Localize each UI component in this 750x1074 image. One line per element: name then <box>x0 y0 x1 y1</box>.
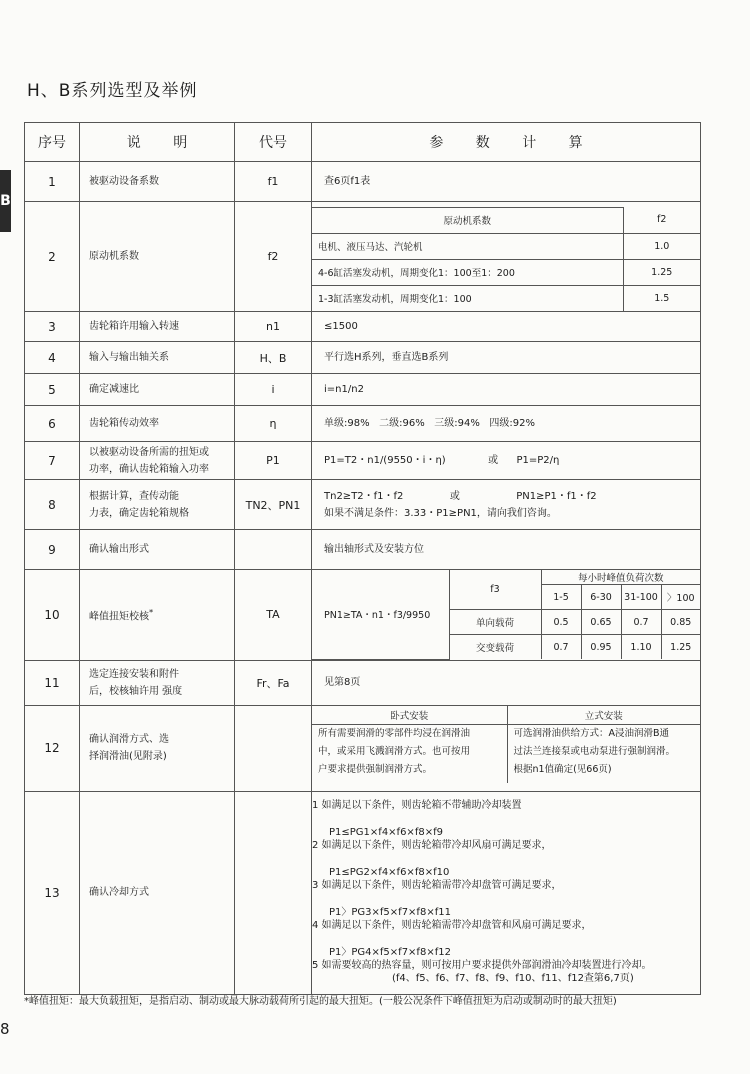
row-desc: 确认输出形式 <box>80 530 235 570</box>
row-desc: 确定减速比 <box>80 374 235 406</box>
row-desc: 峰值扭矩校核* <box>80 570 235 661</box>
cooling-line: 1 如满足以下条件，则齿轮箱不带辅助冷却装置 <box>312 800 522 812</box>
vertical-text: 可选润滑油供给方式：A浸油润滑B通 过法兰连接泵或电动泵进行强制润滑。 根据n1值确定(见66页) <box>507 724 700 783</box>
load-name: 交变载荷 <box>449 635 541 660</box>
cooling-list <box>312 791 701 994</box>
header-no: 序号 <box>25 123 80 162</box>
cooling-formula: P1〉PG4×f5×f7×f8×f12 <box>329 946 451 958</box>
cooling-formula: P1≤PG1×f4×f6×f8×f9 <box>329 827 443 839</box>
row-desc: 齿轮箱许用输入转速 <box>80 312 235 342</box>
row-no: 5 <box>25 374 80 406</box>
row-desc: 齿轮箱传动效率 <box>80 406 235 442</box>
row-calc <box>312 480 701 530</box>
row-calc: ≤1500 <box>312 312 701 342</box>
table-row <box>25 374 701 406</box>
row-code: f2 <box>235 202 312 312</box>
f2-head: f2 <box>623 207 700 233</box>
formula-b: PN1≥P1・f1・f2 <box>516 490 597 502</box>
row-no: 13 <box>25 791 80 994</box>
range-cell: 〉100 <box>661 585 700 610</box>
cooling-line: 3 如满足以下条件，则齿轮箱需带冷却盘管可满足要求， <box>312 880 562 892</box>
f3-value: 1.10 <box>621 635 661 660</box>
row-no: 7 <box>25 442 80 480</box>
f2-value: 1.0 <box>623 233 700 259</box>
row-desc: 选定连接安装和附件 后，校核轴许用 强度 <box>80 660 235 705</box>
horizontal-title: 卧式安装 <box>312 706 507 725</box>
range-cell: 1-5 <box>541 585 581 610</box>
row-code: n1 <box>235 312 312 342</box>
table-row <box>25 660 701 705</box>
row-code: H、B <box>235 342 312 374</box>
f3-label: f3 <box>449 570 541 610</box>
table-row <box>25 791 701 994</box>
table-row <box>25 530 701 570</box>
table-row <box>25 480 701 530</box>
formula-note: 如果不满足条件：3.33・P1≥PN1，请向我们咨询。 <box>324 507 557 519</box>
table-row <box>25 162 701 202</box>
row-calc: 输出轴形式及安装方位 <box>312 530 701 570</box>
cooling-formula: P1≤PG2×f4×f6×f8×f10 <box>329 866 450 878</box>
table-row <box>25 570 701 661</box>
prime-mover-item: 电机、液压马达、汽轮机 <box>312 233 623 259</box>
peak-torque-formula: PN1≥TA・n1・f3/9950 <box>312 570 449 659</box>
prime-mover-cell <box>312 202 701 312</box>
section-tab: B <box>0 170 11 232</box>
row-desc: 原动机系数 <box>80 202 235 312</box>
cooling-line: 4 如满足以下条件，则齿轮箱需带冷却盘管和风扇可满足要求， <box>312 920 592 932</box>
row-desc: 根据计算，查传动能 力表，确定齿轮箱规格 <box>80 480 235 530</box>
row-code: TA <box>235 570 312 661</box>
table-row <box>25 705 701 791</box>
cooling-line: 2 如满足以下条件，则齿轮箱带冷却风扇可满足要求， <box>312 840 552 852</box>
row-code: f1 <box>235 162 312 202</box>
prime-mover-item: 1-3缸活塞发动机，周期变化1：100 <box>312 285 623 311</box>
row-code: TN2、PN1 <box>235 480 312 530</box>
f3-value: 0.95 <box>581 635 621 660</box>
f3-value: 1.25 <box>661 635 700 660</box>
row-no: 4 <box>25 342 80 374</box>
row-code: i <box>235 374 312 406</box>
table-row <box>25 442 701 480</box>
row-no: 8 <box>25 480 80 530</box>
table-row <box>25 312 701 342</box>
header-code: 代号 <box>235 123 312 162</box>
row-desc: 确认润滑方式、选 择润滑油(见附录) <box>80 705 235 791</box>
peak-torque-table <box>312 570 700 660</box>
formula-b: P1=P2/η <box>516 455 560 466</box>
row-no: 11 <box>25 660 80 705</box>
lubrication-table <box>312 706 700 783</box>
formula-or: 或 <box>488 455 499 466</box>
row-code <box>235 705 312 791</box>
row-code: Fr、Fa <box>235 660 312 705</box>
horizontal-text: 所有需要润滑的零部件均浸在润滑油 中，或采用飞溅润滑方式。也可按用 户要求提供强制润滑方式。 <box>312 724 507 783</box>
prime-mover-item: 4-6缸活塞发动机，周期变化1：100至1：200 <box>312 259 623 285</box>
header-row <box>25 123 701 162</box>
row-desc: 以被驱动设备所需的扭矩或 功率，确认齿轮箱输入功率 <box>80 442 235 480</box>
row-no: 3 <box>25 312 80 342</box>
vertical-title: 立式安装 <box>507 706 700 725</box>
row-no: 1 <box>25 162 80 202</box>
row-desc: 输入与输出轴关系 <box>80 342 235 374</box>
f2-value: 1.25 <box>623 259 700 285</box>
range-cell: 6-30 <box>581 585 621 610</box>
prime-mover-table <box>312 207 700 312</box>
f2-value: 1.5 <box>623 285 700 311</box>
lubrication-cell <box>312 705 701 791</box>
f3-value: 0.65 <box>581 610 621 635</box>
row-calc: 单级:98% 二级:96% 三级:94% 四级:92% <box>312 406 701 442</box>
table-row <box>25 406 701 442</box>
f3-value: 0.5 <box>541 610 581 635</box>
row-calc: 查6页f1表 <box>312 162 701 202</box>
row-no: 10 <box>25 570 80 661</box>
row-desc: 被驱动设备系数 <box>80 162 235 202</box>
cooling-formula: P1〉PG3×f5×f7×f8×f11 <box>329 906 451 918</box>
row-code: η <box>235 406 312 442</box>
row-no: 9 <box>25 530 80 570</box>
row-no: 6 <box>25 406 80 442</box>
formula-a: Tn2≥T2・f1・f2 <box>324 490 404 502</box>
cooling-reference: (f4、f5、f6、f7、f8、f9、f10、f11、f12查第6,7页) <box>392 973 634 985</box>
row-calc: 见第8页 <box>312 660 701 705</box>
formula-a: P1=T2・n1/(9550・i・η) <box>324 455 446 466</box>
row-desc: 确认冷却方式 <box>80 791 235 994</box>
row-calc: i=n1/n2 <box>312 374 701 406</box>
formula-or: 或 <box>449 490 460 502</box>
row-code <box>235 530 312 570</box>
peak-torque-cell <box>312 570 701 661</box>
selection-table <box>24 122 701 995</box>
f3-value: 0.85 <box>661 610 700 635</box>
cooling-line: 5 如需要较高的热容量，则可按用户要求提供外部润滑油冷却装置进行冷却。 <box>312 959 652 971</box>
table-row <box>25 202 701 312</box>
load-name: 单向载荷 <box>449 610 541 635</box>
footnote: *峰值扭矩：最大负载扭矩，是指启动、制动或最大脉动载荷所引起的最大扭矩。(一般公况条件下峰值扭矩为启动或制动时的最大扭矩) <box>24 996 617 1007</box>
hour-title: 每小时峰值负荷次数 <box>541 570 700 585</box>
row-no: 2 <box>25 202 80 312</box>
row-code <box>235 791 312 994</box>
header-desc: 说 明 <box>80 123 235 162</box>
table-row <box>25 342 701 374</box>
prime-mover-head: 原动机系数 <box>312 207 623 233</box>
page-number: 8 <box>0 1020 10 1038</box>
row-calc: 平行选H系列，垂直选B系列 <box>312 342 701 374</box>
row-no: 12 <box>25 705 80 791</box>
f3-value: 0.7 <box>621 610 661 635</box>
footnote-star: * <box>149 607 154 618</box>
row-code: P1 <box>235 442 312 480</box>
f3-value: 0.7 <box>541 635 581 660</box>
page-title: H、B系列选型及举例 <box>27 81 198 101</box>
range-cell: 31-100 <box>621 585 661 610</box>
row-calc <box>312 442 701 480</box>
header-calc: 参 数 计 算 <box>312 123 701 162</box>
